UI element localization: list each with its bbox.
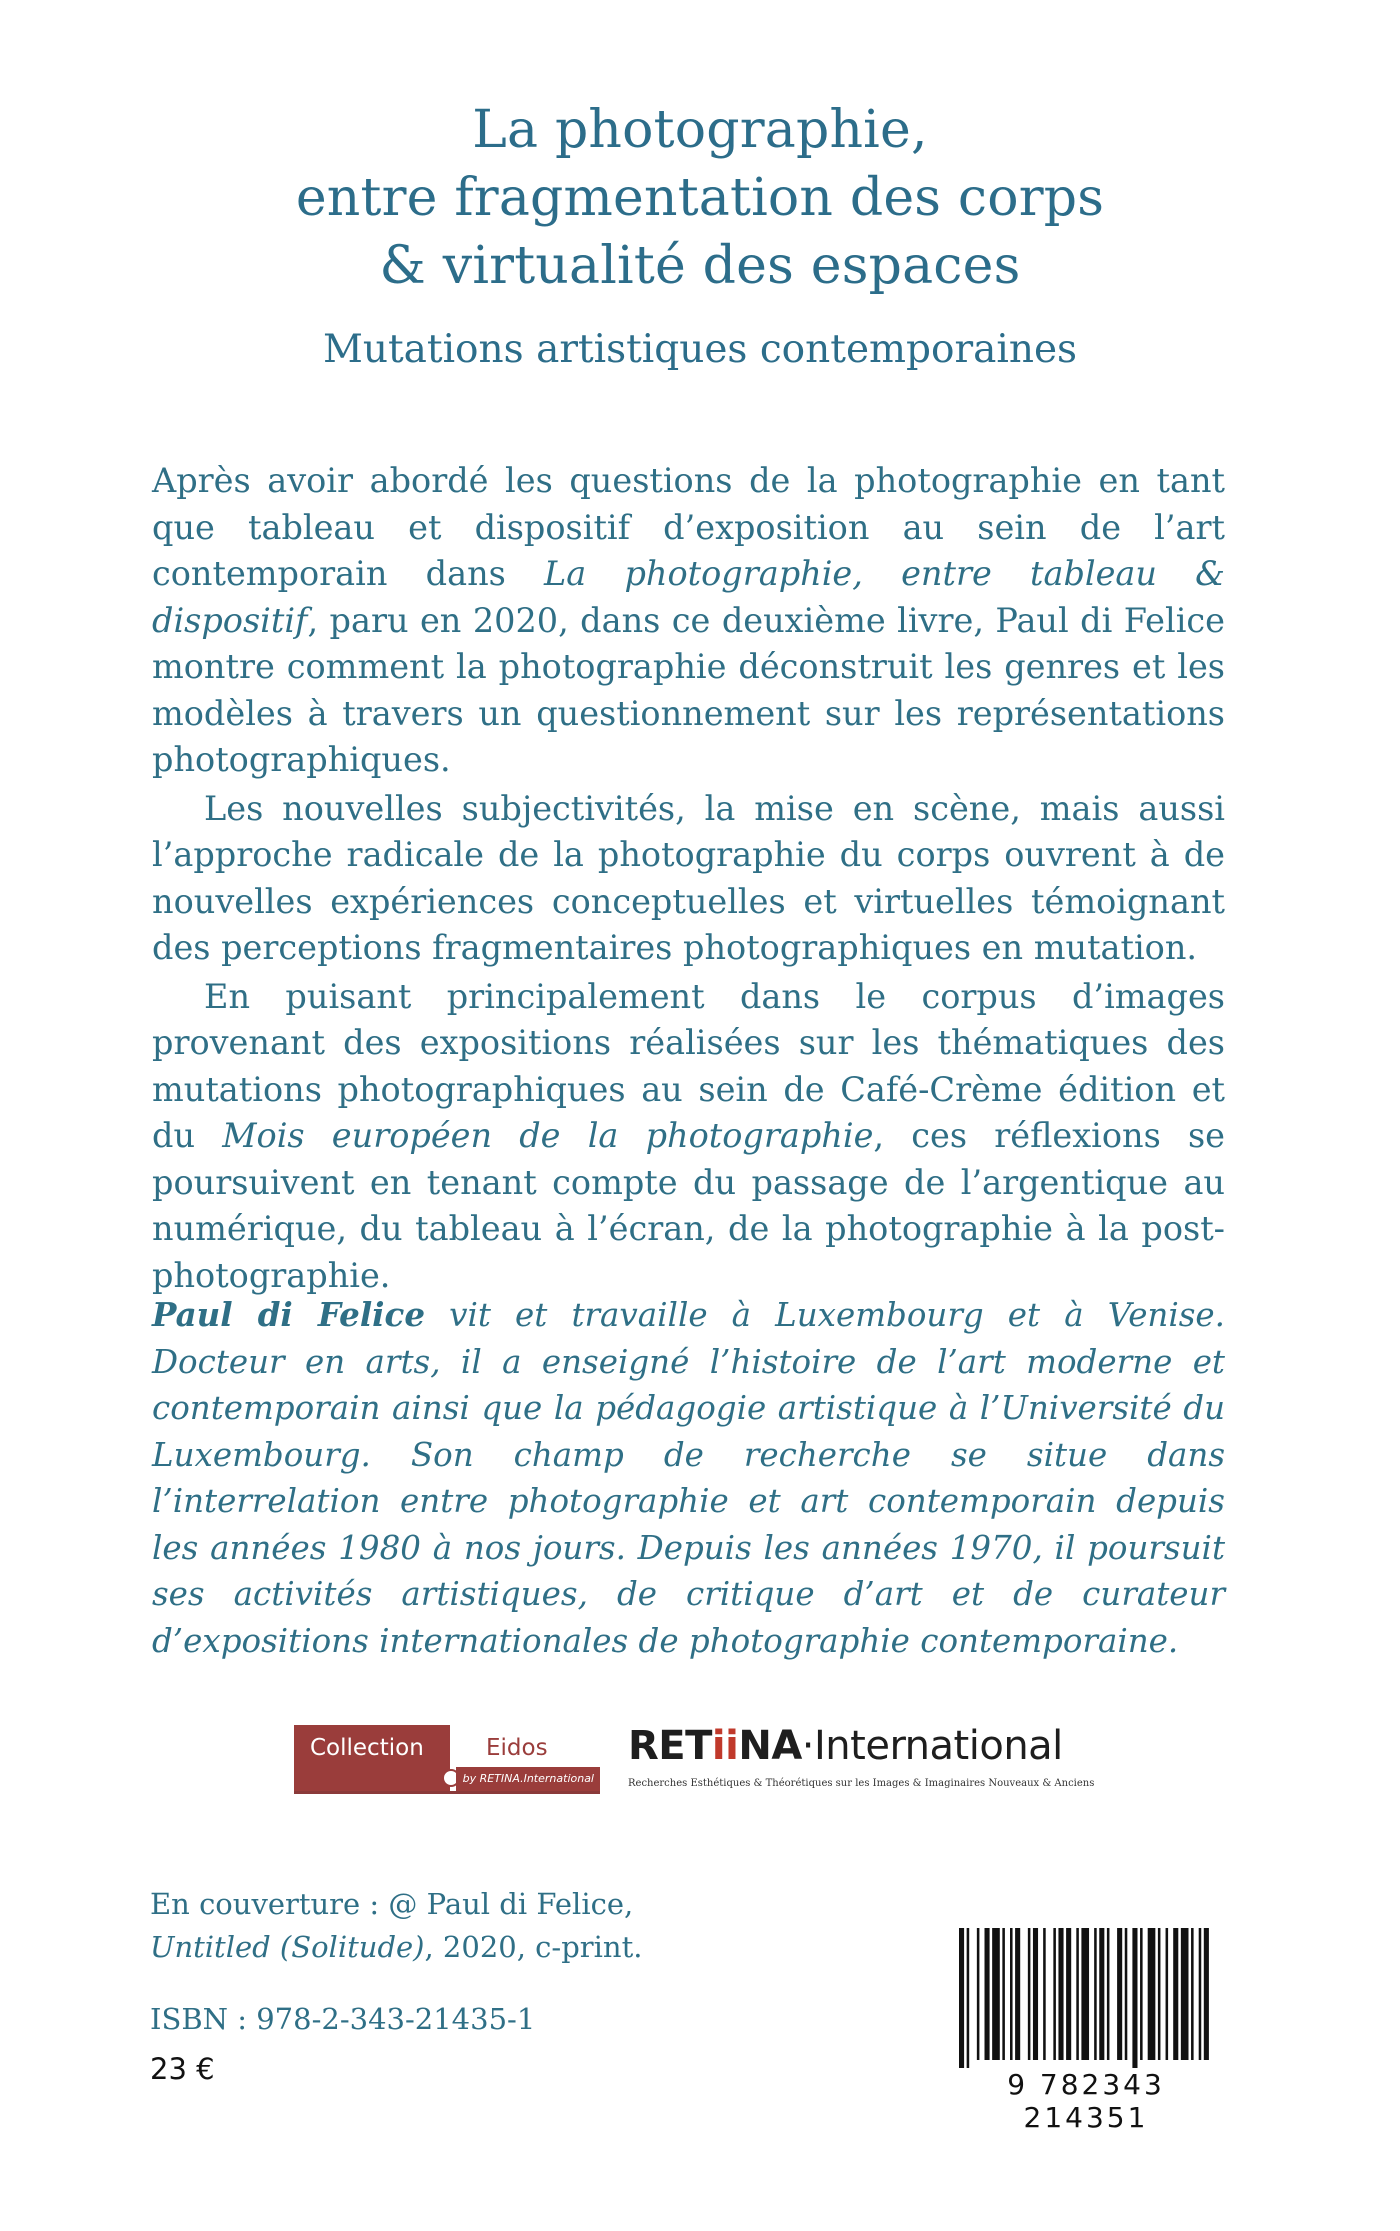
- barcode-bar: [959, 1928, 964, 2068]
- barcode-bar: [967, 1928, 970, 2068]
- barcode-bar: [1002, 1928, 1005, 2060]
- author-bio-text: vit et travaille à Luxembourg et à Venise. Docteur en arts, il a enseigné l’histoire de l’art moderne et contemporain ainsi que la pédagogie artistique à l’Université du Luxembourg. Son champ de recherche se situe dans l’interrelation entre photographie et art contemporain depuis les années 1980 à nos jours. Depuis les années 1970, il poursuit ses activités artistiques, de critique d’art et de curateur d’expositions internationales de photographie contemporaine.: [152, 1296, 1225, 1660]
- book-summary: [152, 458, 1225, 1301]
- collection-by: by RETINA.International: [462, 1772, 594, 1785]
- author-name: Paul di Felice: [152, 1295, 425, 1334]
- summary-paragraph-3: En puisant principalement dans le corpus d’images provenant des expositions réalisées sur les thématiques des mutations photographiques au sein de Café-Crème édition et du Mois européen de la photographie, ces réflexions se poursuivent en tenant compte du passage de l’argentique au numérique, du tableau à l’écran, de la photographie à la post-photographie.: [152, 976, 1225, 1295]
- retina-tagline: Recherches Esthétiques & Théorétiques sur les Images & Imaginaires Nouveaux & Anciens: [628, 1778, 1095, 1789]
- retina-international-logo: RETiiNA·International Recherches Esthétiques & Théorétiques sur les Images & Imaginaires Nouveaux & Anciens: [628, 1723, 1095, 1789]
- barcode-bar: [1081, 1928, 1089, 2060]
- barcode-bar: [1125, 1928, 1128, 2060]
- collection-eidos-logo: [294, 1725, 600, 1794]
- barcode-bar: [1058, 1928, 1063, 2060]
- barcode-bar: [1015, 1928, 1020, 2060]
- event-name: Mois européen de la photographie: [222, 1116, 874, 1155]
- author-bio: [152, 1292, 1225, 1664]
- collection-word: Collection: [310, 1735, 424, 1761]
- barcode-bar: [1181, 1928, 1189, 2060]
- book-title-line-3: & virtualité des espaces: [379, 236, 1021, 296]
- barcode-bar: [1140, 1928, 1143, 2060]
- barcode-bar: [977, 1928, 980, 2060]
- book-title-line-1: La photographie,: [472, 100, 928, 160]
- barcode-bar: [1191, 1928, 1194, 2060]
- barcode-bar: [985, 1928, 990, 2060]
- barcode-bar: [1066, 1928, 1071, 2060]
- price: 23 €: [150, 2052, 215, 2086]
- barcode-bar: [1204, 1928, 1209, 2060]
- barcode-bar: [1173, 1928, 1178, 2060]
- book-title-line-2: entre fragmentation des corps: [295, 168, 1105, 228]
- barcode-bar: [1107, 1928, 1110, 2060]
- barcode-bar: [1199, 1928, 1202, 2060]
- cover-credit-line-1: En couverture : @ Paul di Felice,: [150, 1887, 634, 1921]
- cover-credit-line-2: Untitled (Solitude), 2020, c-print.: [150, 1930, 643, 1964]
- collection-name: Eidos: [486, 1735, 548, 1761]
- barcode-bar: [1076, 1928, 1079, 2060]
- cover-work-title: Untitled (Solitude): [150, 1930, 425, 1964]
- barcode-bar: [1043, 1928, 1046, 2060]
- summary-paragraph-1: Après avoir abordé les questions de la photographie en tant que tableau et dispositif d’exposition au sein de l’art contemporain dans La photographie, entre tableau & dispositif, paru en 2020, dans ce deuxième livre, Paul di Felice montre comment la photographie déconstruit les genres et les modèles à travers un questionnement sur les représentations photographiques.: [152, 461, 1225, 779]
- barcode-bar: [1094, 1928, 1097, 2060]
- cover-credits: [150, 1883, 750, 1969]
- barcode-icon: [957, 1928, 1215, 2068]
- barcode-bar: [1158, 1928, 1161, 2060]
- barcode-bar: [1099, 1928, 1104, 2060]
- summary-paragraph-2: Les nouvelles subjectivités, la mise en scène, mais aussi l’approche radicale de la photographie du corps ouvrent à de nouvelles expériences conceptuelles et virtuelles témoignant des perceptions fragmentaires photographiques en mutation.: [152, 788, 1225, 967]
- title-block: [0, 96, 1400, 376]
- barcode-bar: [1166, 1928, 1169, 2060]
- book-subtitle: Mutations artistiques contemporaines: [322, 327, 1078, 372]
- previous-book-title: La photographie, entre tableau & dispositif: [152, 554, 1225, 640]
- barcode-bar: [992, 1928, 1000, 2060]
- isbn: ISBN : 978-2-343-21435-1: [150, 2002, 536, 2036]
- barcode-bar: [1132, 1928, 1137, 2068]
- barcode-bar: [1053, 1928, 1056, 2060]
- barcode-bar: [1033, 1928, 1038, 2060]
- barcode-bar: [1010, 1928, 1013, 2060]
- barcode-bar: [1028, 1928, 1031, 2060]
- barcode-bar: [1148, 1928, 1156, 2060]
- barcode-digits: 9 782343 214351: [957, 2068, 1215, 2134]
- barcode-bar: [1117, 1928, 1122, 2060]
